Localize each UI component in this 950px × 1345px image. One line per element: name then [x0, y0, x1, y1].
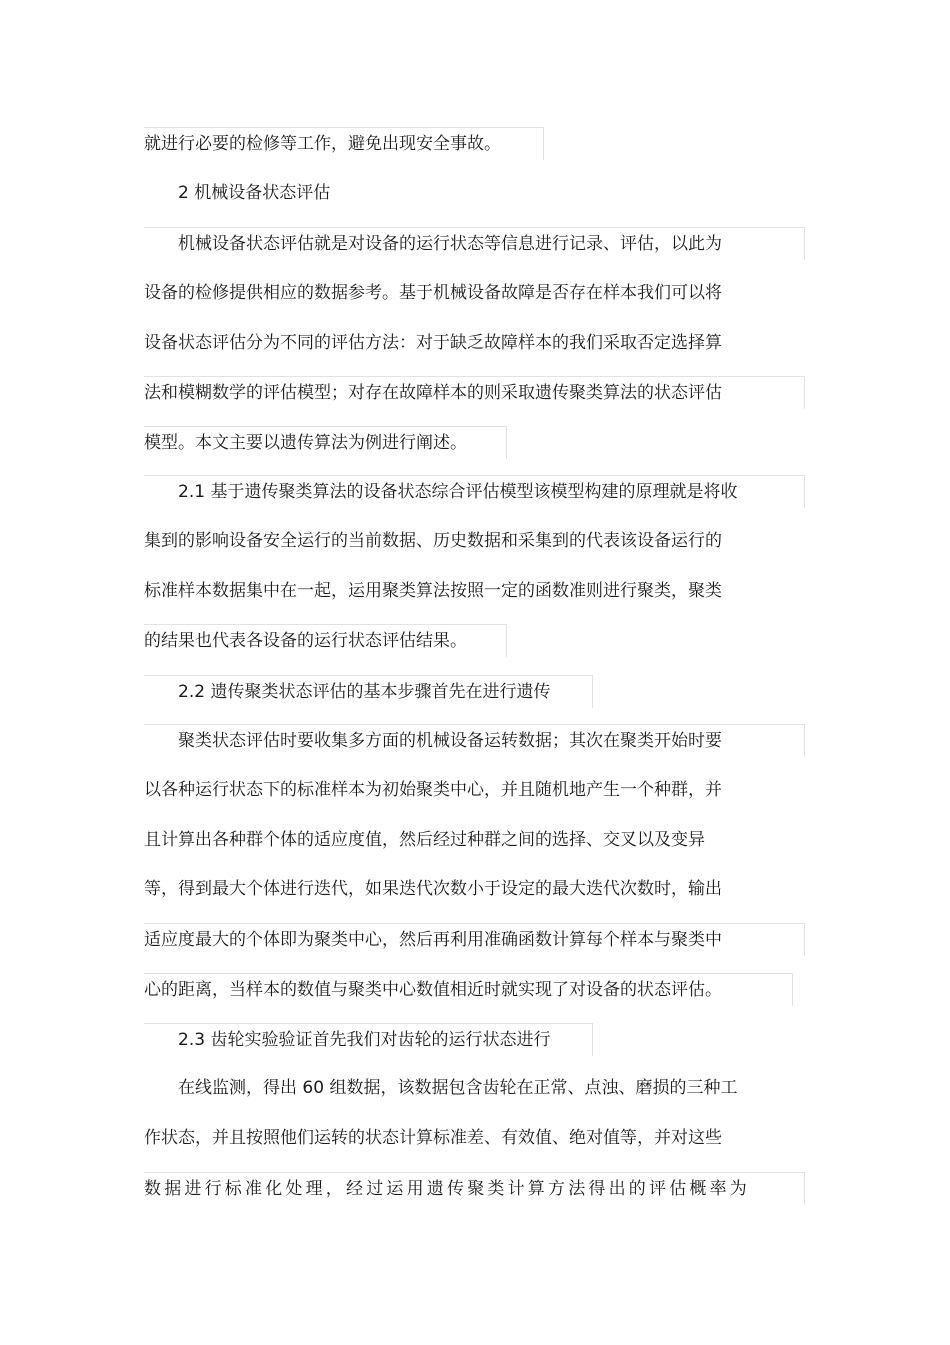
paragraph-line: 在线监测，得出 60 组数据，该数据包含齿轮在正常、点浊、磨损的三种工	[178, 1078, 738, 1098]
section-heading: 2.1 基于遗传聚类算法的设备状态综合评估模型该模型构建的原理就是将收	[144, 475, 805, 508]
section-heading: 2 机械设备状态评估	[178, 183, 331, 203]
paragraph-line: 就进行必要的检修等工作，避免出现安全事故。	[144, 127, 544, 160]
paragraph-line: 等，得到最大个体进行迭代，如果迭代次数小于设定的最大迭代次数时，输出	[144, 879, 722, 899]
paragraph-line: 模型。本文主要以遗传算法为例进行阐述。	[144, 426, 507, 459]
paragraph-line: 且计算出各种群个体的适应度值，然后经过种群之间的选择、交叉以及变异	[144, 830, 705, 850]
paragraph-line: 作状态，并且按照他们运转的状态计算标准差、有效值、绝对值等，并对这些	[144, 1128, 722, 1148]
paragraph-line: 适应度最大的个体即为聚类中心，然后再利用准确函数计算每个样本与聚类中	[144, 923, 805, 956]
section-heading: 2.3 齿轮实验验证首先我们对齿轮的运行状态进行	[144, 1023, 593, 1056]
paragraph-line: 聚类状态评估时要收集多方面的机械设备运转数据；其次在聚类开始时要	[144, 724, 805, 757]
paragraph-line: 集到的影响设备安全运行的当前数据、历史数据和采集到的代表该设备运行的	[144, 531, 722, 551]
paragraph-line: 数据进行标准化处理，经过运用遗传聚类计算方法得出的评估概率为	[144, 1172, 805, 1205]
paragraph-line: 的结果也代表各设备的运行状态评估结果。	[144, 624, 507, 657]
paragraph-line: 心的距离，当样本的数值与聚类中心数值相近时就实现了对设备的状态评估。	[144, 973, 793, 1006]
paragraph-line: 以各种运行状态下的标准样本为初始聚类中心，并且随机地产生一个种群，并	[144, 780, 722, 800]
section-heading: 2.2 遗传聚类状态评估的基本步骤首先在进行遗传	[144, 675, 593, 708]
paragraph-line: 设备状态评估分为不同的评估方法：对于缺乏故障样本的我们采取否定选择算	[144, 333, 722, 353]
paragraph-line: 法和模糊数学的评估模型；对存在故障样本的则采取遗传聚类算法的状态评估	[144, 376, 805, 409]
paragraph-line: 设备的检修提供相应的数据参考。基于机械设备故障是否存在样本我们可以将	[144, 283, 722, 303]
paragraph-line: 标准样本数据集中在一起，运用聚类算法按照一定的函数准则进行聚类，聚类	[144, 581, 722, 601]
paragraph-line: 机械设备状态评估就是对设备的运行状态等信息进行记录、评估，以此为	[144, 227, 805, 260]
